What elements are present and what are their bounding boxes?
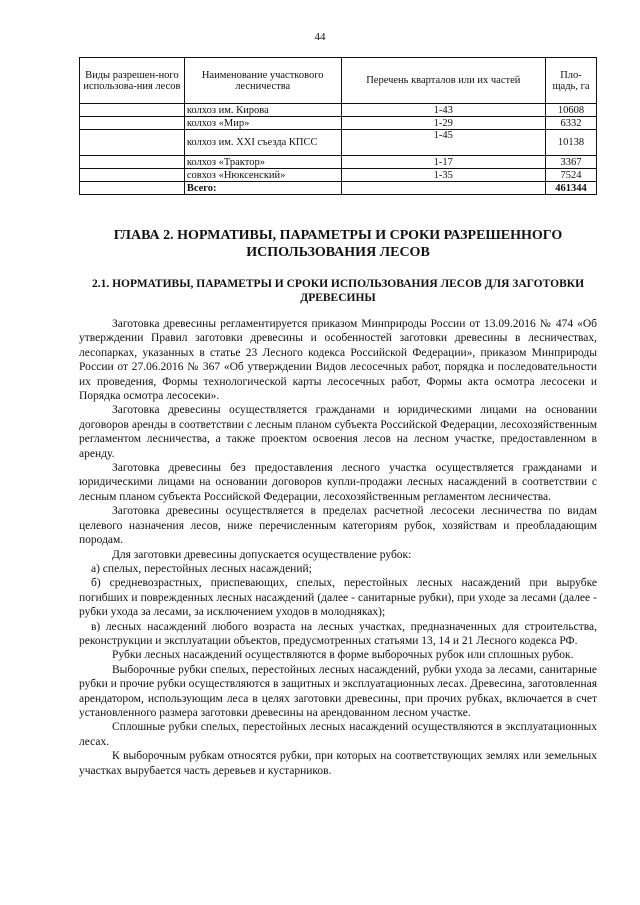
- paragraph: Заготовка древесины регламентируется приказом Минприроды России от 13.09.2016 № 474 «Об утверждении Правил заготовки древесины и особенностей заготовки древесины в лесничествах, лесопарках, указанных в статье 23 Лесного кодекса Российской Федерации», приказом Минприроды России от 27.06.2016 № 367 «Об утверждении Видов лесосечных работ, порядка и последовательности их проведения, Формы технологической карты лесосечных работ, Формы акта осмотра лесосеки и Порядка осмотра лесосеки».: [79, 318, 597, 403]
- empty-cell: [80, 182, 185, 195]
- list-item: в) лесных насаждений любого возраста на лесных участках, предназначенных для строительства, реконструкции и эксплуатации объектов, предусмотренных статьями 13, 14 и 21 Лесного кодекса РФ.: [79, 620, 597, 647]
- chapter-title: ГЛАВА 2. НОРМАТИВЫ, ПАРАМЕТРЫ И СРОКИ РАЗРЕШЕННОГО ИСПОЛЬЗОВАНИЯ ЛЕСОВ: [113, 228, 563, 260]
- district-name: совхоз «Нюксенский»: [184, 169, 341, 182]
- quarters: 1-45: [341, 130, 545, 156]
- paragraph: Рубки лесных насаждений осуществляются в форме выборочных рубок или сплошных рубок.: [112, 649, 574, 662]
- quarters: 1-43: [341, 104, 545, 117]
- table-row: [80, 156, 597, 169]
- forest-use-table: [79, 57, 597, 195]
- paragraph: Сплошные рубки спелых, перестойных лесных насаждений осуществляются в эксплуатационных лесах.: [79, 721, 597, 748]
- empty-cell: [80, 104, 185, 117]
- header-area: Пло-щадь, га: [546, 58, 597, 104]
- paragraph: Для заготовки древесины допускается осуществление рубок:: [112, 548, 412, 561]
- paragraph: Заготовка древесины осуществляется в пределах расчетной лесосеки лесничества по видам целевого назначения лесов, ниже перечисленным категориям рубок, хозяйствам и преобладающим породам.: [79, 505, 597, 547]
- area: 10608: [546, 104, 597, 117]
- list-item: а) спелых, перестойных лесных насаждений;: [91, 562, 312, 575]
- paragraph: Заготовка древесины без предоставления лесного участка осуществляется гражданами и юридическими лицами на основании договоров купли-продажи лесных насаждений в соответствии с лесным планом субъекта Российской Федерации, лесохозяйственным регламентом лесничества.: [79, 462, 597, 503]
- table-total-row: [80, 182, 597, 195]
- quarters: 1-35: [341, 169, 545, 182]
- total-value: 461344: [546, 182, 597, 195]
- header-use-type: Виды разрешен-ного использова-ния лесов: [80, 58, 185, 104]
- empty-cell: [80, 169, 185, 182]
- list-item: б) средневозрастных, приспевающих, спелых, перестойных лесных насаждений при вырубке погибших и поврежденных лесных насаждений (далее - санитарные рубки), при уходе за лесами (далее - рубки ухода за лесами, за исключением уходов в молодняках);: [79, 577, 597, 619]
- section-title: 2.1. НОРМАТИВЫ, ПАРАМЕТРЫ И СРОКИ ИСПОЛЬЗОВАНИЯ ЛЕСОВ ДЛЯ ЗАГОТОВКИ ДРЕВЕСИНЫ: [91, 278, 585, 304]
- empty-cell: [341, 182, 545, 195]
- paragraph: К выборочным рубкам относятся рубки, при которых на соответствующих землях или земельных участках вырубается часть деревьев и кустарников.: [79, 750, 597, 777]
- paragraph: Выборочные рубки спелых, перестойных лесных насаждений, рубки ухода за лесами, санитарные рубки и прочие рубки осуществляются в защитных и эксплуатационных лесах. Древесина, заготовленная арендатором, использующим леса в целях заготовки древесины, при прочих рубках, включается в счет установленного размера заготовки древесины на арендованном лесном участке.: [79, 663, 597, 719]
- page-number: 44: [314, 31, 326, 43]
- body-text: [79, 317, 597, 778]
- table-row: [80, 130, 597, 156]
- table-row: [80, 104, 597, 117]
- paragraph: Заготовка древесины осуществляется гражданами и юридическими лицами на основании договоров аренды в соответствии с лесным планом субъекта Российской Федерации, лесохозяйственным регламентом лесничества, а также проектом освоения лесов на лесном участке, предоставленном в аренду.: [79, 404, 597, 460]
- empty-cell: [80, 130, 185, 156]
- table-row: [80, 117, 597, 130]
- district-name: колхоз «Трактор»: [184, 156, 341, 169]
- area: 3367: [546, 156, 597, 169]
- header-district: Наименование участкового лесничества: [184, 58, 341, 104]
- area: 7524: [546, 169, 597, 182]
- table-header-row: [80, 58, 597, 104]
- quarters: 1-29: [341, 117, 545, 130]
- district-name: колхоз им. XXI съезда КПСС: [184, 130, 341, 156]
- empty-cell: [80, 156, 185, 169]
- area: 6332: [546, 117, 597, 130]
- quarters: 1-17: [341, 156, 545, 169]
- empty-cell: [80, 117, 185, 130]
- area: 10138: [546, 130, 597, 156]
- header-quarters: Перечень кварталов или их частей: [341, 58, 545, 104]
- table-row: [80, 169, 597, 182]
- district-name: колхоз им. Кирова: [184, 104, 341, 117]
- total-label: Всего:: [184, 182, 341, 195]
- district-name: колхоз «Мир»: [184, 117, 341, 130]
